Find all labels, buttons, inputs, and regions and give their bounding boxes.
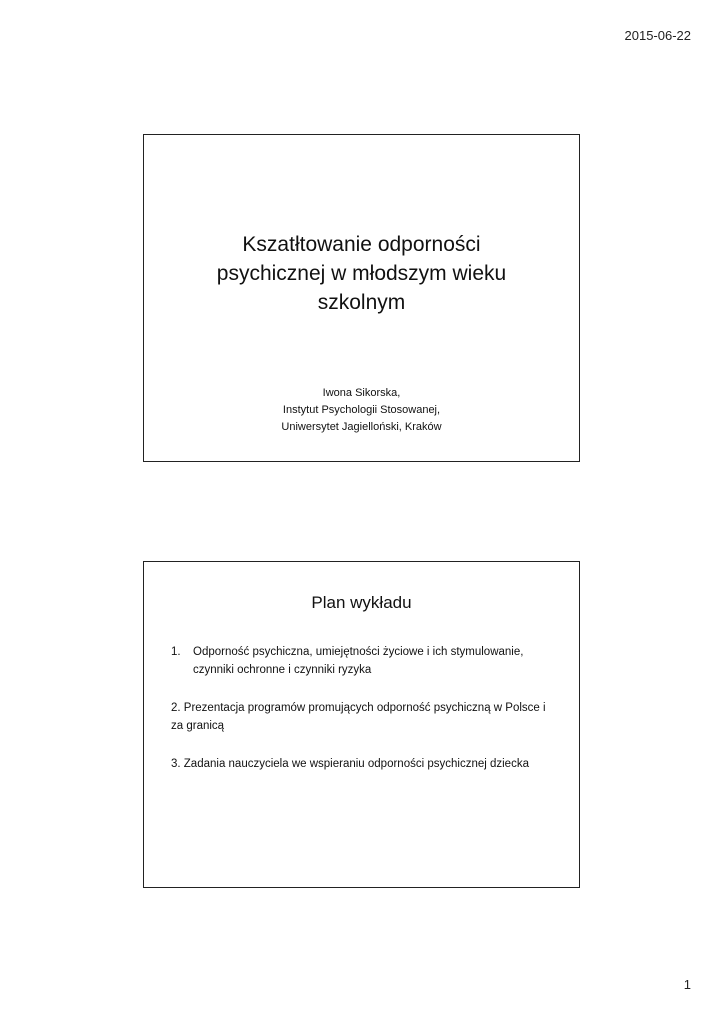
- slide-plan: [143, 561, 580, 888]
- title-line: psychicznej w młodszym wieku: [216, 262, 507, 285]
- presentation-title: [144, 230, 579, 317]
- page-number: 1: [683, 977, 691, 992]
- list-item: [171, 643, 559, 679]
- slide-title: [143, 134, 580, 462]
- title-line: Kszatłtowanie odporności: [242, 233, 481, 256]
- list-item-text: Odporność psychiczna, umiejętności życiowe i ich stymulowanie, czynniki ochronne i czynniki ryzyka: [193, 646, 524, 676]
- author-name: Iwona Sikorska,: [322, 387, 401, 399]
- list-item: 3. Zadania nauczyciela we wspieraniu odporności psychicznej dziecka: [171, 758, 529, 770]
- author-institute: Instytut Psychologii Stosowanej,: [282, 404, 441, 416]
- author-block: [144, 385, 579, 436]
- page-date: 2015-06-22: [624, 28, 691, 43]
- list-item: 2. Prezentacja programów promujących odporność psychiczną w Polsce i za granicą: [171, 702, 546, 732]
- title-line: szkolnym: [317, 291, 406, 314]
- plan-list: [171, 643, 559, 773]
- plan-title: Plan wykładu: [311, 593, 412, 612]
- list-item-number: 1.: [171, 646, 181, 658]
- author-university: Uniwersytet Jagielloński, Kraków: [281, 421, 442, 433]
